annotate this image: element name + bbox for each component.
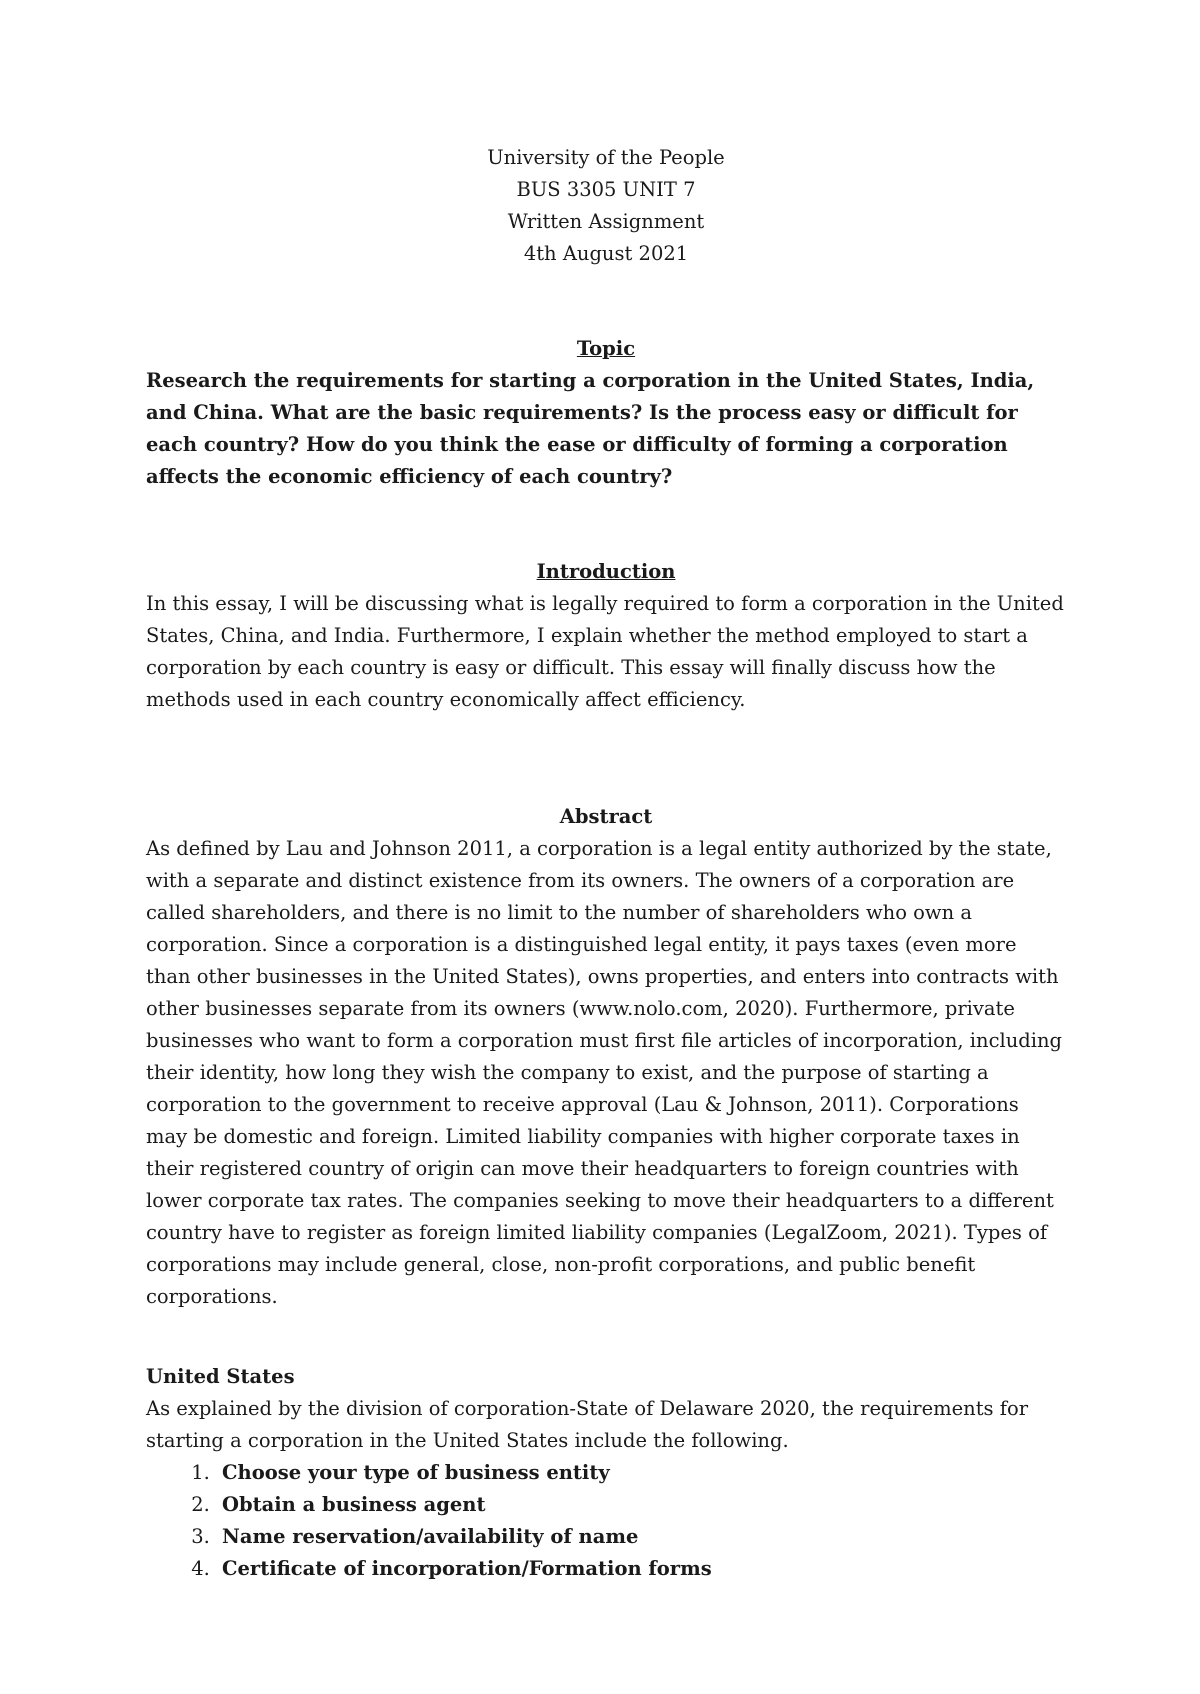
topic-section [146, 333, 1066, 493]
abstract-heading: Abstract [559, 805, 653, 828]
abstract-section [146, 801, 1066, 1313]
assignment-type: Written Assignment [507, 210, 705, 233]
united-states-text: As explained by the division of corporation-State of Delaware 2020, the requirements for starting a corporation in the United States include the following. [146, 1397, 1029, 1452]
abstract-text: As defined by Lau and Johnson 2011, a corporation is a legal entity authorized by the state, with a separate and distinct existence from its owners. The owners of a corporation are called shareholders, and there is no limit to the number of shareholders who own a corporation. Since a corporation is a distinguished legal entity, it pays taxes (even more than other businesses in the United States), owns properties, and enters into contracts with other businesses separate from its owners (www.nolo.com, 2020). Furthermore, private businesses who want to form a corporation must first file articles of incorporation, including their identity, how long they wish the company to exist, and the purpose of starting a corporation to the government to receive approval (Lau & Johnson, 2011). Corporations may be domestic and foreign. Limited liability companies with higher corporate taxes in their registered country of origin can move their headquarters to foreign countries with lower corporate tax rates. The companies seeking to move their headquarters to a different country have to register as foreign limited liability companies (LegalZoom, 2021). Types of corporations may include general, close, non-profit corporations, and public benefit corporations. [146, 837, 1063, 1308]
list-item: 4. Certificate of incorporation/Formation forms [216, 1553, 1066, 1585]
list-item: 2. Obtain a business agent [216, 1489, 1066, 1521]
course-code: BUS 3305 UNIT 7 [516, 178, 696, 201]
document-content [146, 142, 1066, 1585]
list-item: 3. Name reservation/availability of name [216, 1521, 1066, 1553]
united-states-heading: United States [146, 1365, 295, 1388]
topic-text: Research the requirements for starting a corporation in the United States, India, and China. What are the basic requirements? Is the process easy or difficult for each country? How do you think the ease or difficulty of forming a corporation affects the economic efficiency of each country? [146, 369, 1035, 488]
requirements-list [146, 1457, 1066, 1585]
title-block [146, 142, 1066, 270]
introduction-section [146, 556, 1066, 716]
united-states-section [146, 1361, 1066, 1585]
submission-date: 4th August 2021 [523, 242, 689, 265]
institution-name: University of the People [487, 146, 725, 169]
topic-heading: Topic [576, 337, 636, 360]
list-item: 1. Choose your type of business entity [216, 1457, 1066, 1489]
introduction-text: In this essay, I will be discussing what is legally required to form a corporation in the United States, China, and India. Furthermore, I explain whether the method employed to start a corporation by each country is easy or difficult. This essay will finally discuss how the methods used in each country economically affect efficiency. [146, 592, 1064, 711]
introduction-heading: Introduction [536, 560, 676, 583]
